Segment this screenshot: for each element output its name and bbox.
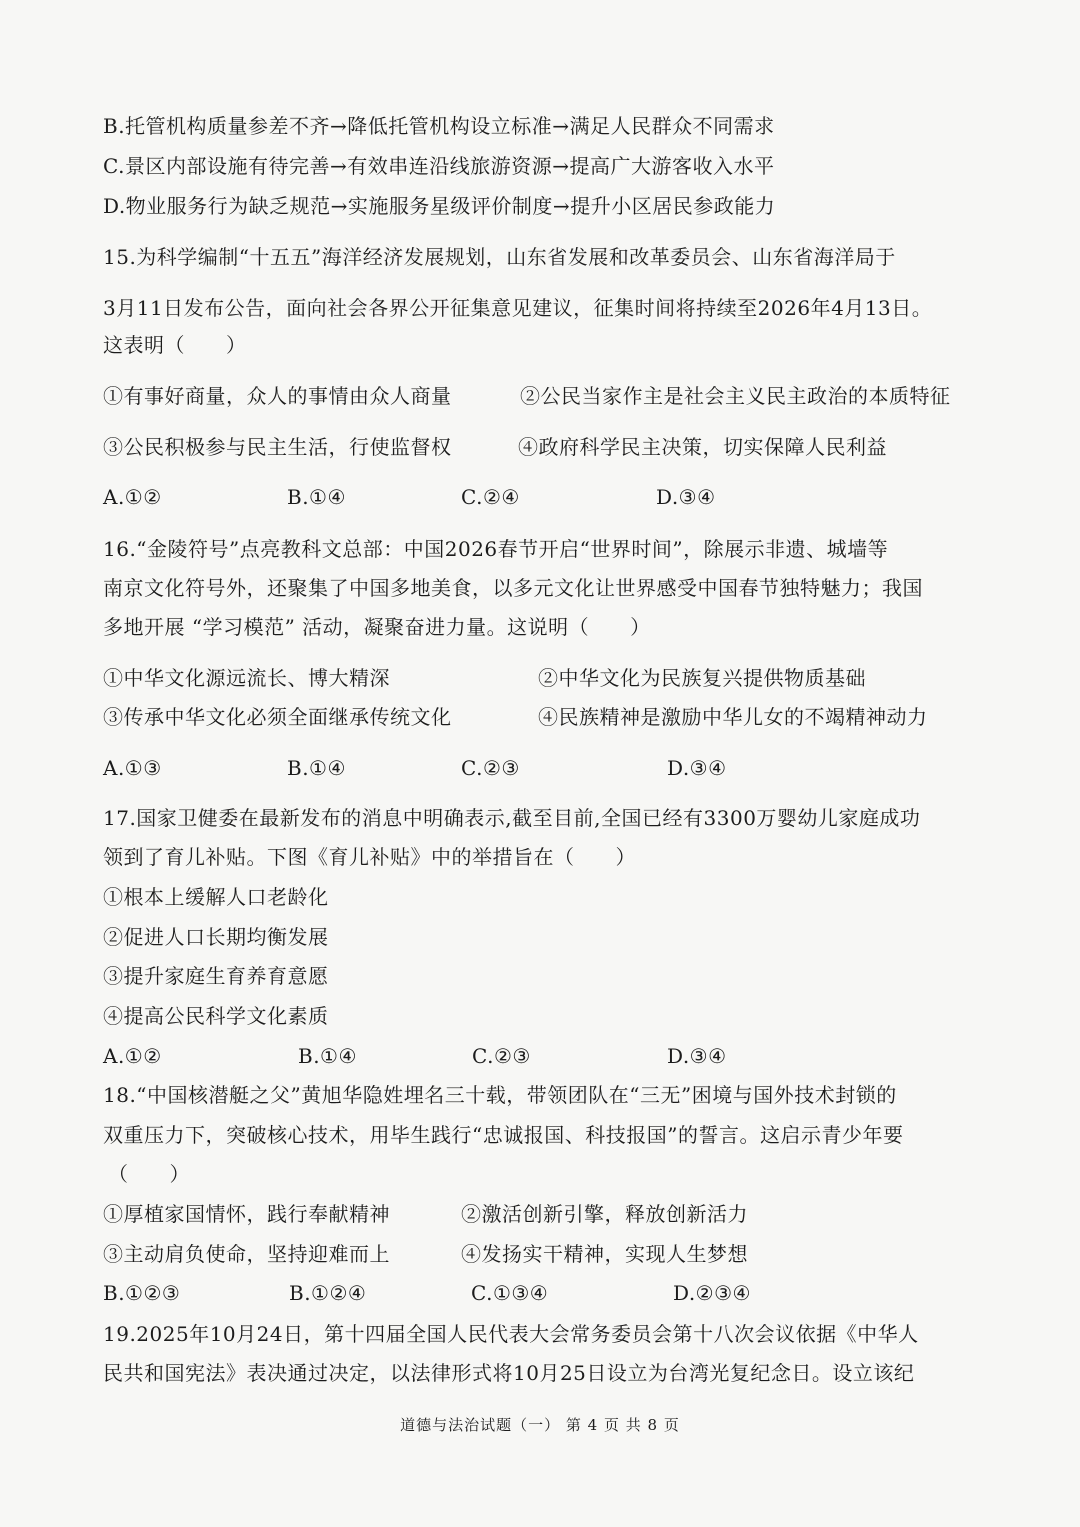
q16-statement-3: ③传承中华文化必须全面继承传统文化 <box>103 705 452 729</box>
q17-stem-line-2: 领到了育儿补贴。下图《育儿补贴》中的举措旨在（ ） <box>103 845 636 869</box>
q17-statement-3: ③提升家庭生育养育意愿 <box>103 964 329 988</box>
q16-statement-4: ④民族精神是激励中华儿女的不竭精神动力 <box>538 705 928 729</box>
q16-choice-b: B.①④ <box>287 756 346 780</box>
q15-choice-c: C.②④ <box>461 485 520 509</box>
q16-statement-2: ②中华文化为民族复兴提供物质基础 <box>538 666 866 690</box>
q18-stem-line-1: 18.“中国核潜艇之父”黄旭华隐姓埋名三十载，带领团队在“三无”困境与国外技术封锁的 <box>103 1083 897 1107</box>
q15-statement-2: ②公民当家作主是社会主义民主政治的本质特征 <box>520 384 951 408</box>
q17-choice-a: A.①② <box>103 1044 162 1068</box>
q17-choice-c: C.②③ <box>472 1044 531 1068</box>
q18-statement-4: ④发扬实干精神，实现人生梦想 <box>461 1242 748 1266</box>
q16-choice-c: C.②③ <box>461 756 520 780</box>
q14-option-b: B.托管机构质量参差不齐→降低托管机构设立标准→满足人民群众不同需求 <box>103 114 775 138</box>
q18-choice-c: C.①③④ <box>471 1281 549 1305</box>
q17-statement-4: ④提高公民科学文化素质 <box>103 1004 329 1028</box>
q15-stem-line-2: 3月11日发布公告，面向社会各界公开征集意见建议，征集时间将持续至2026年4月13日。 <box>103 296 933 320</box>
q15-stem-line-1: 15.为科学编制“十五五”海洋经济发展规划，山东省发展和改革委员会、山东省海洋局于 <box>103 245 896 269</box>
q15-choice-b: B.①④ <box>287 485 346 509</box>
q16-stem-line-1: 16.“金陵符号”点亮教科文总部：中国2026春节开启“世界时间”，除展示非遗、城墙等 <box>103 537 889 561</box>
q16-choice-d: D.③④ <box>667 756 727 780</box>
q17-statement-1: ①根本上缓解人口老龄化 <box>103 885 329 909</box>
q16-stem-line-3: 多地开展 “学习模范” 活动，凝聚奋进力量。这说明（ ） <box>103 615 651 639</box>
q18-stem-line-3: （ ） <box>108 1162 190 1186</box>
q15-choice-a: A.①② <box>103 485 162 509</box>
q15-statement-1: ①有事好商量，众人的事情由众人商量 <box>103 384 452 408</box>
page-footer: 道德与法治试题（一） 第 4 页 共 8 页 <box>400 1416 680 1434</box>
q15-statement-3: ③公民积极参与民主生活，行使监督权 <box>103 435 452 459</box>
q18-statement-3: ③主动肩负使命，坚持迎难而上 <box>103 1242 390 1266</box>
q16-statement-1: ①中华文化源远流长、博大精深 <box>103 666 390 690</box>
q16-stem-line-2: 南京文化符号外，还聚集了中国多地美食，以多元文化让世界感受中国春节独特魅力；我国 <box>103 576 923 600</box>
q18-stem-line-2: 双重压力下，突破核心技术，用毕生践行“忠诚报国、科技报国”的誓言。这启示青少年要 <box>103 1123 904 1147</box>
q17-choice-b: B.①④ <box>298 1044 357 1068</box>
q18-statement-1: ①厚植家国情怀，践行奉献精神 <box>103 1202 390 1226</box>
q14-option-d: D.物业服务行为缺乏规范→实施服务星级评价制度→提升小区居民参政能力 <box>103 194 776 218</box>
q18-choice-b: B.①②④ <box>289 1281 367 1305</box>
q16-choice-a: A.①③ <box>103 756 162 780</box>
q18-statement-2: ②激活创新引擎，释放创新活力 <box>461 1202 748 1226</box>
q17-choice-d: D.③④ <box>667 1044 727 1068</box>
q18-choice-d: D.②③④ <box>673 1281 751 1305</box>
q19-stem-line-1: 19.2025年10月24日，第十四届全国人民代表大会常务委员会第十八次会议依据《中华人 <box>103 1322 919 1346</box>
q18-choice-a: B.①②③ <box>103 1281 181 1305</box>
q15-statement-4: ④政府科学民主决策，切实保障人民利益 <box>518 435 887 459</box>
q15-stem-line-3: 这表明（ ） <box>103 333 247 357</box>
q17-statement-2: ②促进人口长期均衡发展 <box>103 925 329 949</box>
q14-option-c: C.景区内部设施有待完善→有效串连沿线旅游资源→提高广大游客收入水平 <box>103 154 775 178</box>
q17-stem-line-1: 17.国家卫健委在最新发布的消息中明确表示,截至目前,全国已经有3300万婴幼儿家庭成功 <box>103 806 921 830</box>
q19-stem-line-2: 民共和国宪法》表决通过决定，以法律形式将10月25日设立为台湾光复纪念日。设立该纪 <box>103 1361 915 1385</box>
q15-choice-d: D.③④ <box>656 485 716 509</box>
